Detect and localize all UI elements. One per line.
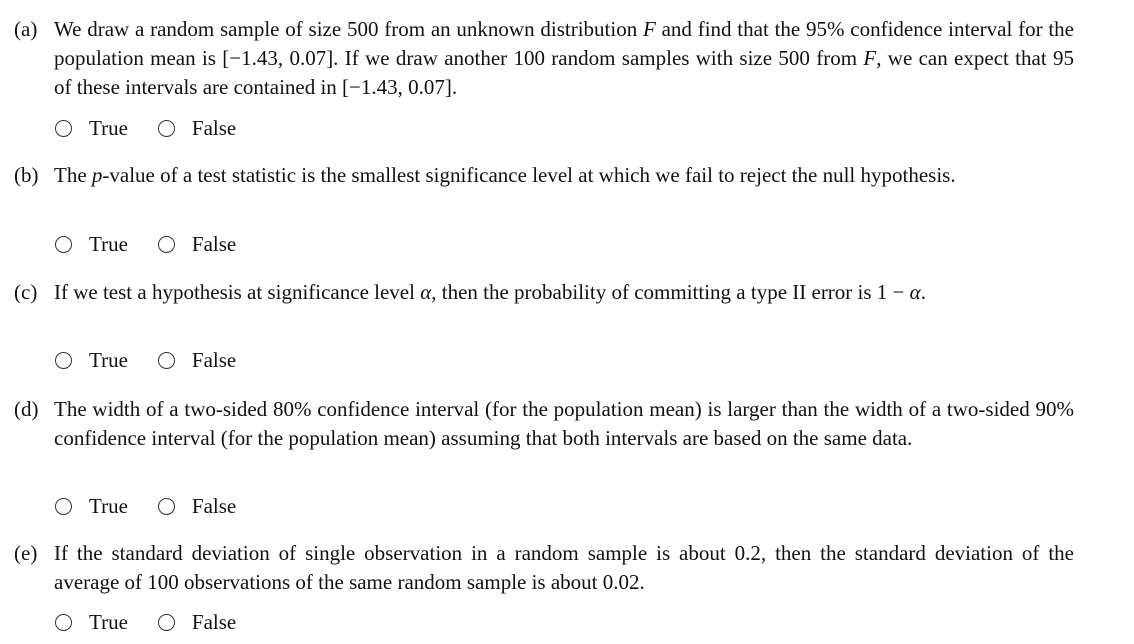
question-label: (a): [14, 17, 38, 41]
option-label: True: [89, 609, 128, 634]
question-body: We draw a random sample of size 500 from an unknown distribution F and find that the 95% confidence interval for the population mean is [−1.43, 0.07]. If we draw another 100 random samples with size 500 from F, we can expect that 95 of these intervals are contained in [−1.43, 0.07].: [54, 17, 1074, 99]
option-true[interactable]: [55, 232, 128, 257]
option-label: False: [191, 231, 237, 256]
radio-button-icon[interactable]: [55, 614, 72, 631]
radio-button-icon[interactable]: [158, 614, 175, 631]
option-label: True: [89, 231, 128, 256]
radio-button-icon[interactable]: [158, 498, 175, 515]
question-text: [14, 395, 1074, 453]
question-text: [14, 278, 1074, 307]
question-label: (b): [14, 163, 39, 187]
answer-options: [55, 115, 266, 141]
option-false[interactable]: [158, 494, 236, 519]
option-false[interactable]: [158, 610, 236, 635]
option-true[interactable]: [55, 494, 128, 519]
question-text: [14, 15, 1074, 102]
radio-button-icon[interactable]: [55, 236, 72, 253]
question-body: If the standard deviation of single observation in a random sample is about 0.2, then the standard deviation of the average of 100 observations of the same random sample is about 0.02.: [54, 541, 1074, 594]
radio-button-icon[interactable]: [55, 352, 72, 369]
answer-options: [55, 609, 266, 635]
radio-button-icon[interactable]: [55, 498, 72, 515]
option-true[interactable]: [55, 348, 128, 373]
question-label: (d): [14, 397, 39, 421]
question-text: [14, 161, 1074, 190]
option-true[interactable]: [55, 610, 128, 635]
option-true[interactable]: [55, 116, 128, 141]
option-label: True: [89, 347, 128, 372]
radio-button-icon[interactable]: [158, 120, 175, 137]
answer-options: [55, 493, 266, 519]
answer-options: [55, 231, 266, 257]
question-label: (e): [14, 541, 38, 565]
question-text: [14, 539, 1074, 597]
option-false[interactable]: [158, 116, 236, 141]
option-label: False: [191, 609, 237, 634]
question-label: (c): [14, 280, 38, 304]
radio-button-icon[interactable]: [158, 352, 175, 369]
option-label: False: [191, 347, 237, 372]
option-label: True: [89, 115, 128, 140]
radio-button-icon[interactable]: [55, 120, 72, 137]
option-label: False: [191, 115, 237, 140]
option-label: True: [89, 493, 128, 518]
option-label: False: [191, 493, 237, 518]
radio-button-icon[interactable]: [158, 236, 175, 253]
option-false[interactable]: [158, 348, 236, 373]
question-body: The width of a two-sided 80% confidence interval (for the population mean) is larger than the width of a two-sided 90% confidence interval (for the population mean) assuming that both intervals are based on the same data.: [54, 397, 1074, 450]
option-false[interactable]: [158, 232, 236, 257]
question-body: The p-value of a test statistic is the smallest significance level at which we fail to reject the null hypothesis.: [54, 163, 956, 187]
answer-options: [55, 347, 266, 373]
question-body: If we test a hypothesis at significance level α, then the probability of committing a type II error is 1 − α.: [54, 280, 926, 304]
